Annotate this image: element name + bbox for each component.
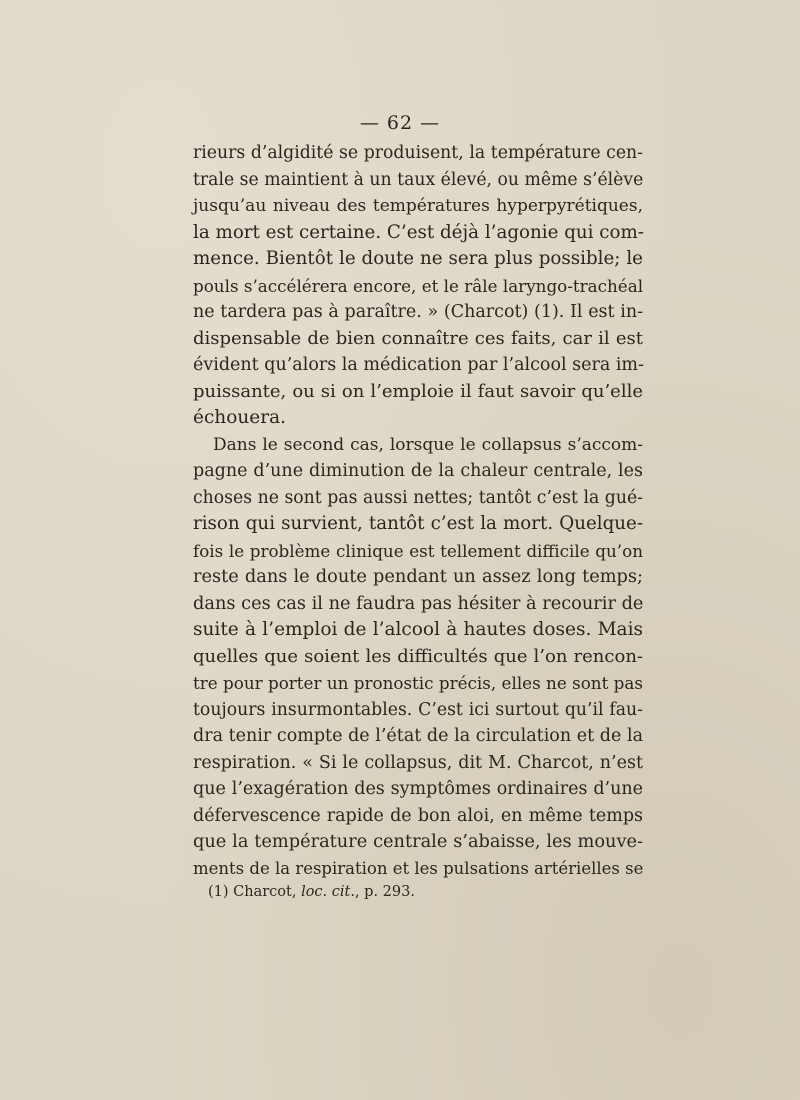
- text-line: toujours insurmontables. C’est ici surtout qu’il fau-: [193, 699, 643, 720]
- footnote: [208, 884, 415, 900]
- text-line: pagne d’une diminution de la chaleur centrale, les: [193, 461, 643, 481]
- text-line: que l’exagération des symptômes ordinaires d’une: [193, 779, 643, 799]
- text-line: dans ces cas il ne faudra pas hésiter à recourir de: [193, 593, 644, 614]
- text-line: rieurs d’algidité se produisent, la température cen-: [193, 143, 643, 163]
- text-line: mence. Bientôt le doute ne sera plus possible; le: [193, 248, 643, 269]
- body-text: [193, 140, 643, 882]
- text-line: reste dans le doute pendant un assez long temps;: [193, 567, 643, 587]
- text-line: défervescence rapide de bon aloi, en même temps: [193, 805, 643, 826]
- text-line: fois le problème clinique est tellement difficile qu’on: [193, 540, 643, 561]
- text-line: que la température centrale s’abaisse, les mouve-: [193, 832, 643, 852]
- text-line: tre pour porter un pronostic précis, elles ne sont pas: [193, 673, 643, 693]
- text-line: dra tenir compte de l’état de la circulation et de la: [193, 726, 643, 746]
- footnote-page: , p. 293.: [354, 884, 415, 900]
- text-line: trale se maintient à un taux élevé, ou même s’élève: [193, 169, 644, 190]
- text-line: pouls s’accélérera encore, et le râle laryngo-trachéal: [193, 275, 644, 296]
- text-line: évident qu’alors la médication par l’alcool sera im-: [193, 355, 644, 375]
- text-line: quelles que soient les difficultés que l’on rencon-: [193, 645, 643, 667]
- text-line: ments de la respiration et les pulsations artérielles se: [193, 858, 644, 878]
- text-line: choses ne sont pas aussi nettes; tantôt c’est la gué-: [193, 487, 643, 508]
- text-line: ne tardera pas à paraître. » (Charcot) (1). Il est in-: [193, 302, 643, 322]
- text-line: respiration. « Si le collapsus, dit M. Charcot, n’est: [193, 752, 643, 773]
- text-line: Dans le second cas, lorsque le collapsus s’accom-: [213, 434, 643, 455]
- text-line: échouera.: [193, 407, 286, 428]
- text-line: puissante, ou si on l’emploie il faut savoir qu’elle: [193, 380, 643, 402]
- text-line: la mort est certaine. C’est déjà l’agonie qui com-: [193, 221, 644, 243]
- text-line: jusqu’au niveau des températures hyperpyrétiques,: [193, 196, 643, 216]
- text-line: dispensable de bien connaître ces faits, car il est: [193, 327, 643, 349]
- footnote-citation: loc. cit.: [301, 884, 355, 900]
- text-line: suite à l’emploi de l’alcool à hautes doses. Mais: [193, 619, 643, 640]
- text-line: rison qui survient, tantôt c’est la mort. Quelque-: [193, 513, 643, 534]
- footnote-marker: (1) Charcot,: [208, 884, 302, 900]
- page-number: — 62 —: [359, 112, 441, 134]
